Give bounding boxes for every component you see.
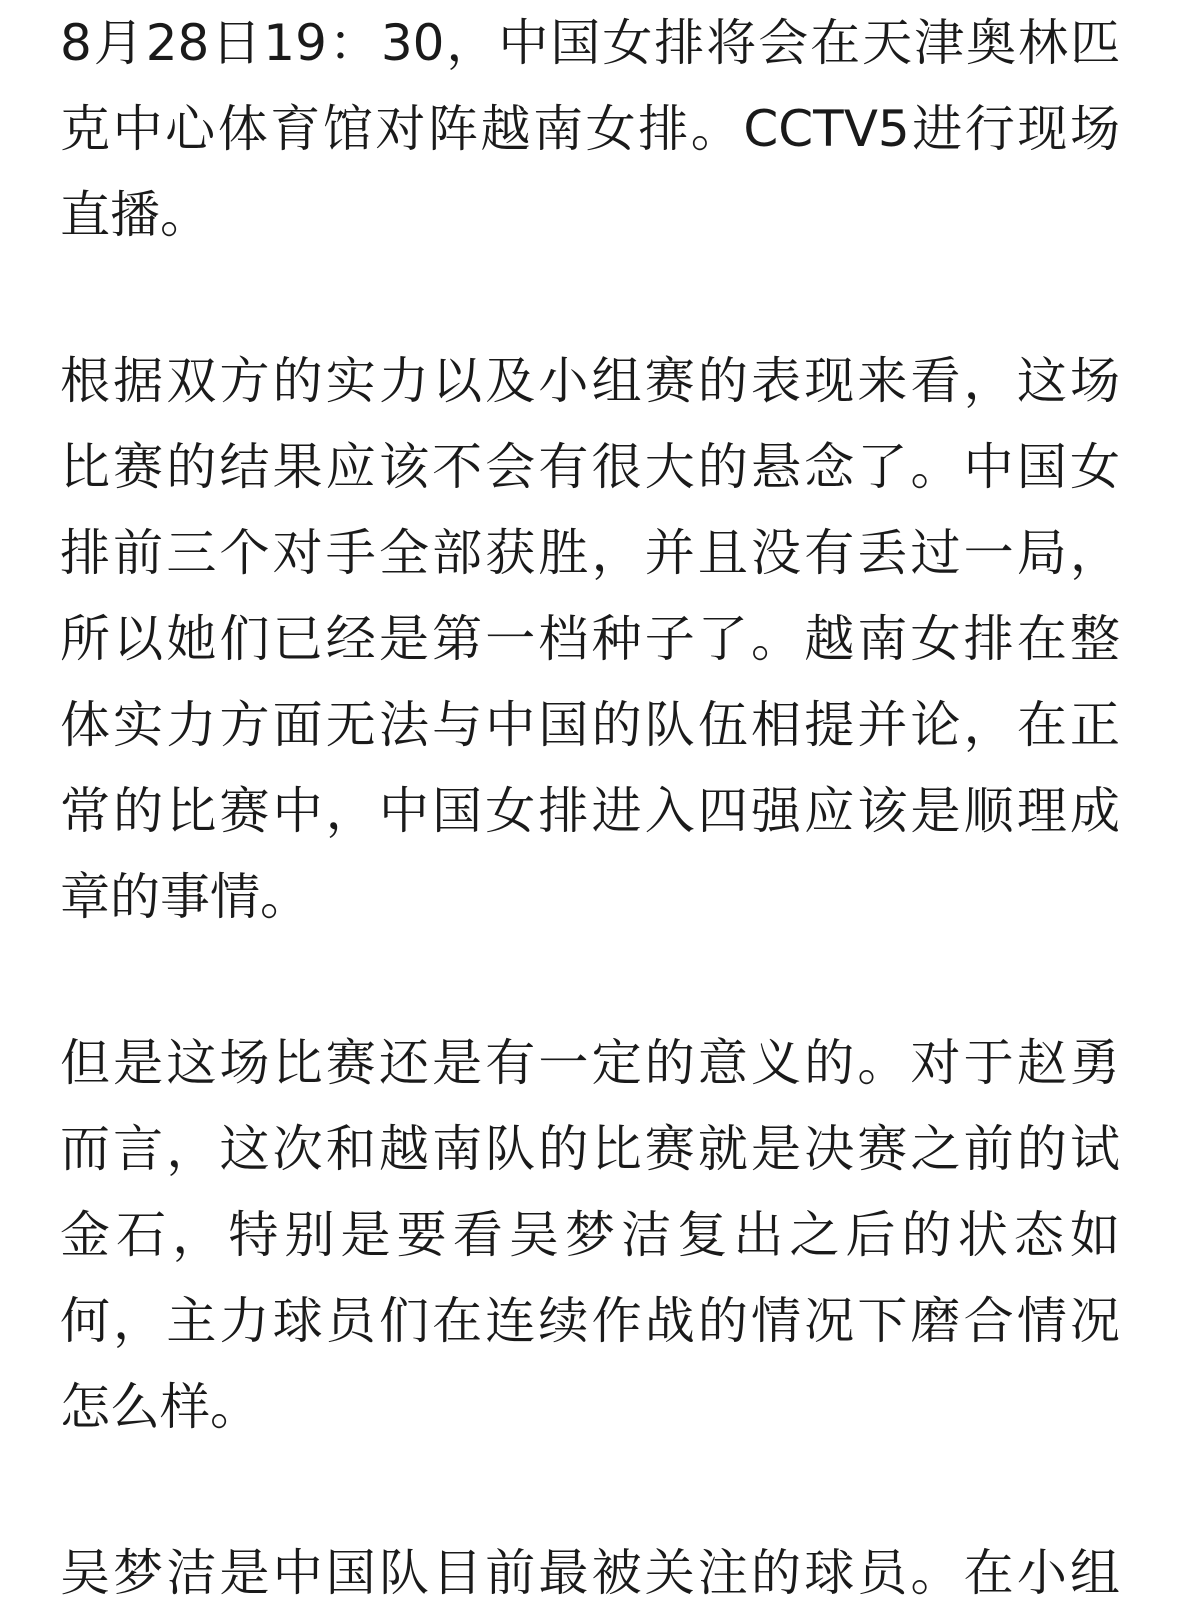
paragraph-spacer xyxy=(60,258,1120,338)
text-line: 比赛的结果应该不会有很大的悬念了。中国女 xyxy=(60,438,1120,496)
text-line: 排前三个对手全部获胜，并且没有丢过一局， xyxy=(60,524,1120,582)
text-line: 克中心体育馆对阵越南女排。CCTV5进行现场 xyxy=(60,100,1120,158)
paragraph-match-analysis xyxy=(60,338,1120,940)
paragraph-spacer xyxy=(60,940,1120,1020)
text-line: 直播。 xyxy=(60,186,210,244)
text-line: 常的比赛中，中国女排进入四强应该是顺理成 xyxy=(60,782,1120,840)
text-line: 体实力方面无法与中国的队伍相提并论，在正 xyxy=(60,696,1120,754)
text-line: 根据双方的实力以及小组赛的表现来看，这场 xyxy=(60,352,1120,410)
text-line: 怎么样。 xyxy=(60,1378,260,1436)
paragraph-broadcast-info xyxy=(60,0,1120,258)
text-line: 何，主力球员们在连续作战的情况下磨合情况 xyxy=(60,1292,1120,1350)
text-line: 但是这场比赛还是有一定的意义的。对于赵勇 xyxy=(60,1034,1120,1092)
text-line: 章的事情。 xyxy=(60,868,310,926)
text-line: 金石，特别是要看吴梦洁复出之后的状态如 xyxy=(60,1206,1120,1264)
paragraph-spacer xyxy=(60,1450,1120,1530)
paragraph-significance xyxy=(60,1020,1120,1450)
text-line: 所以她们已经是第一档种子了。越南女排在整 xyxy=(60,610,1120,668)
text-line: 而言，这次和越南队的比赛就是决赛之前的试 xyxy=(60,1120,1120,1178)
text-line: 吴梦洁是中国队目前最被关注的球员。在小组 xyxy=(60,1544,1120,1602)
text-line: 8月28日19：30，中国女排将会在天津奥林匹 xyxy=(60,14,1120,72)
article-body xyxy=(60,0,1120,1616)
paragraph-player-focus xyxy=(60,1530,1120,1616)
